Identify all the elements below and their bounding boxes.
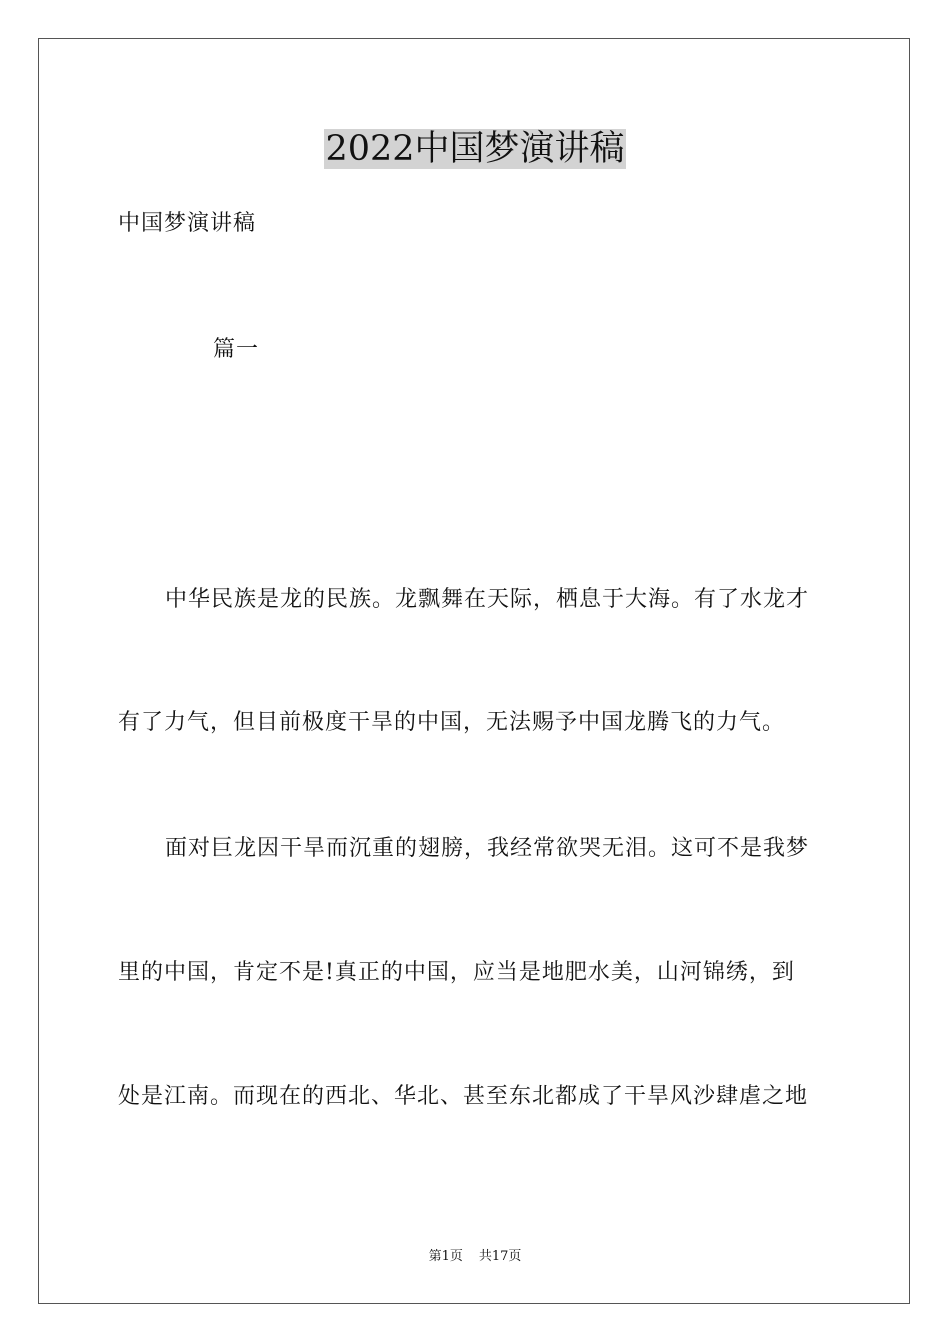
- body-line-1: 中华民族是龙的民族。龙飘舞在天际，栖息于大海。有了水龙才: [165, 587, 810, 612]
- document-title: [0, 126, 950, 172]
- page-total: 共17页: [478, 1249, 522, 1264]
- page-number: 第1页: [428, 1249, 463, 1264]
- body-line-2: 有了力气，但目前极度干旱的中国，无法赐予中国龙腾飞的力气。: [118, 710, 786, 735]
- body-line-4: 里的中国，肯定不是!真正的中国，应当是地肥水美，山河锦绣，到: [118, 960, 795, 985]
- section-heading: 篇一: [213, 337, 260, 362]
- document-title-text: 2022中国梦演讲稿: [325, 129, 625, 169]
- page-footer: [0, 1248, 950, 1266]
- body-line-3: 面对巨龙因干旱而沉重的翅膀，我经常欲哭无泪。这可不是我梦: [165, 836, 810, 861]
- body-line-5: 处是江南。而现在的西北、华北、甚至东北都成了干旱风沙肆虐之地: [118, 1084, 809, 1109]
- document-subtitle: 中国梦演讲稿: [118, 211, 257, 236]
